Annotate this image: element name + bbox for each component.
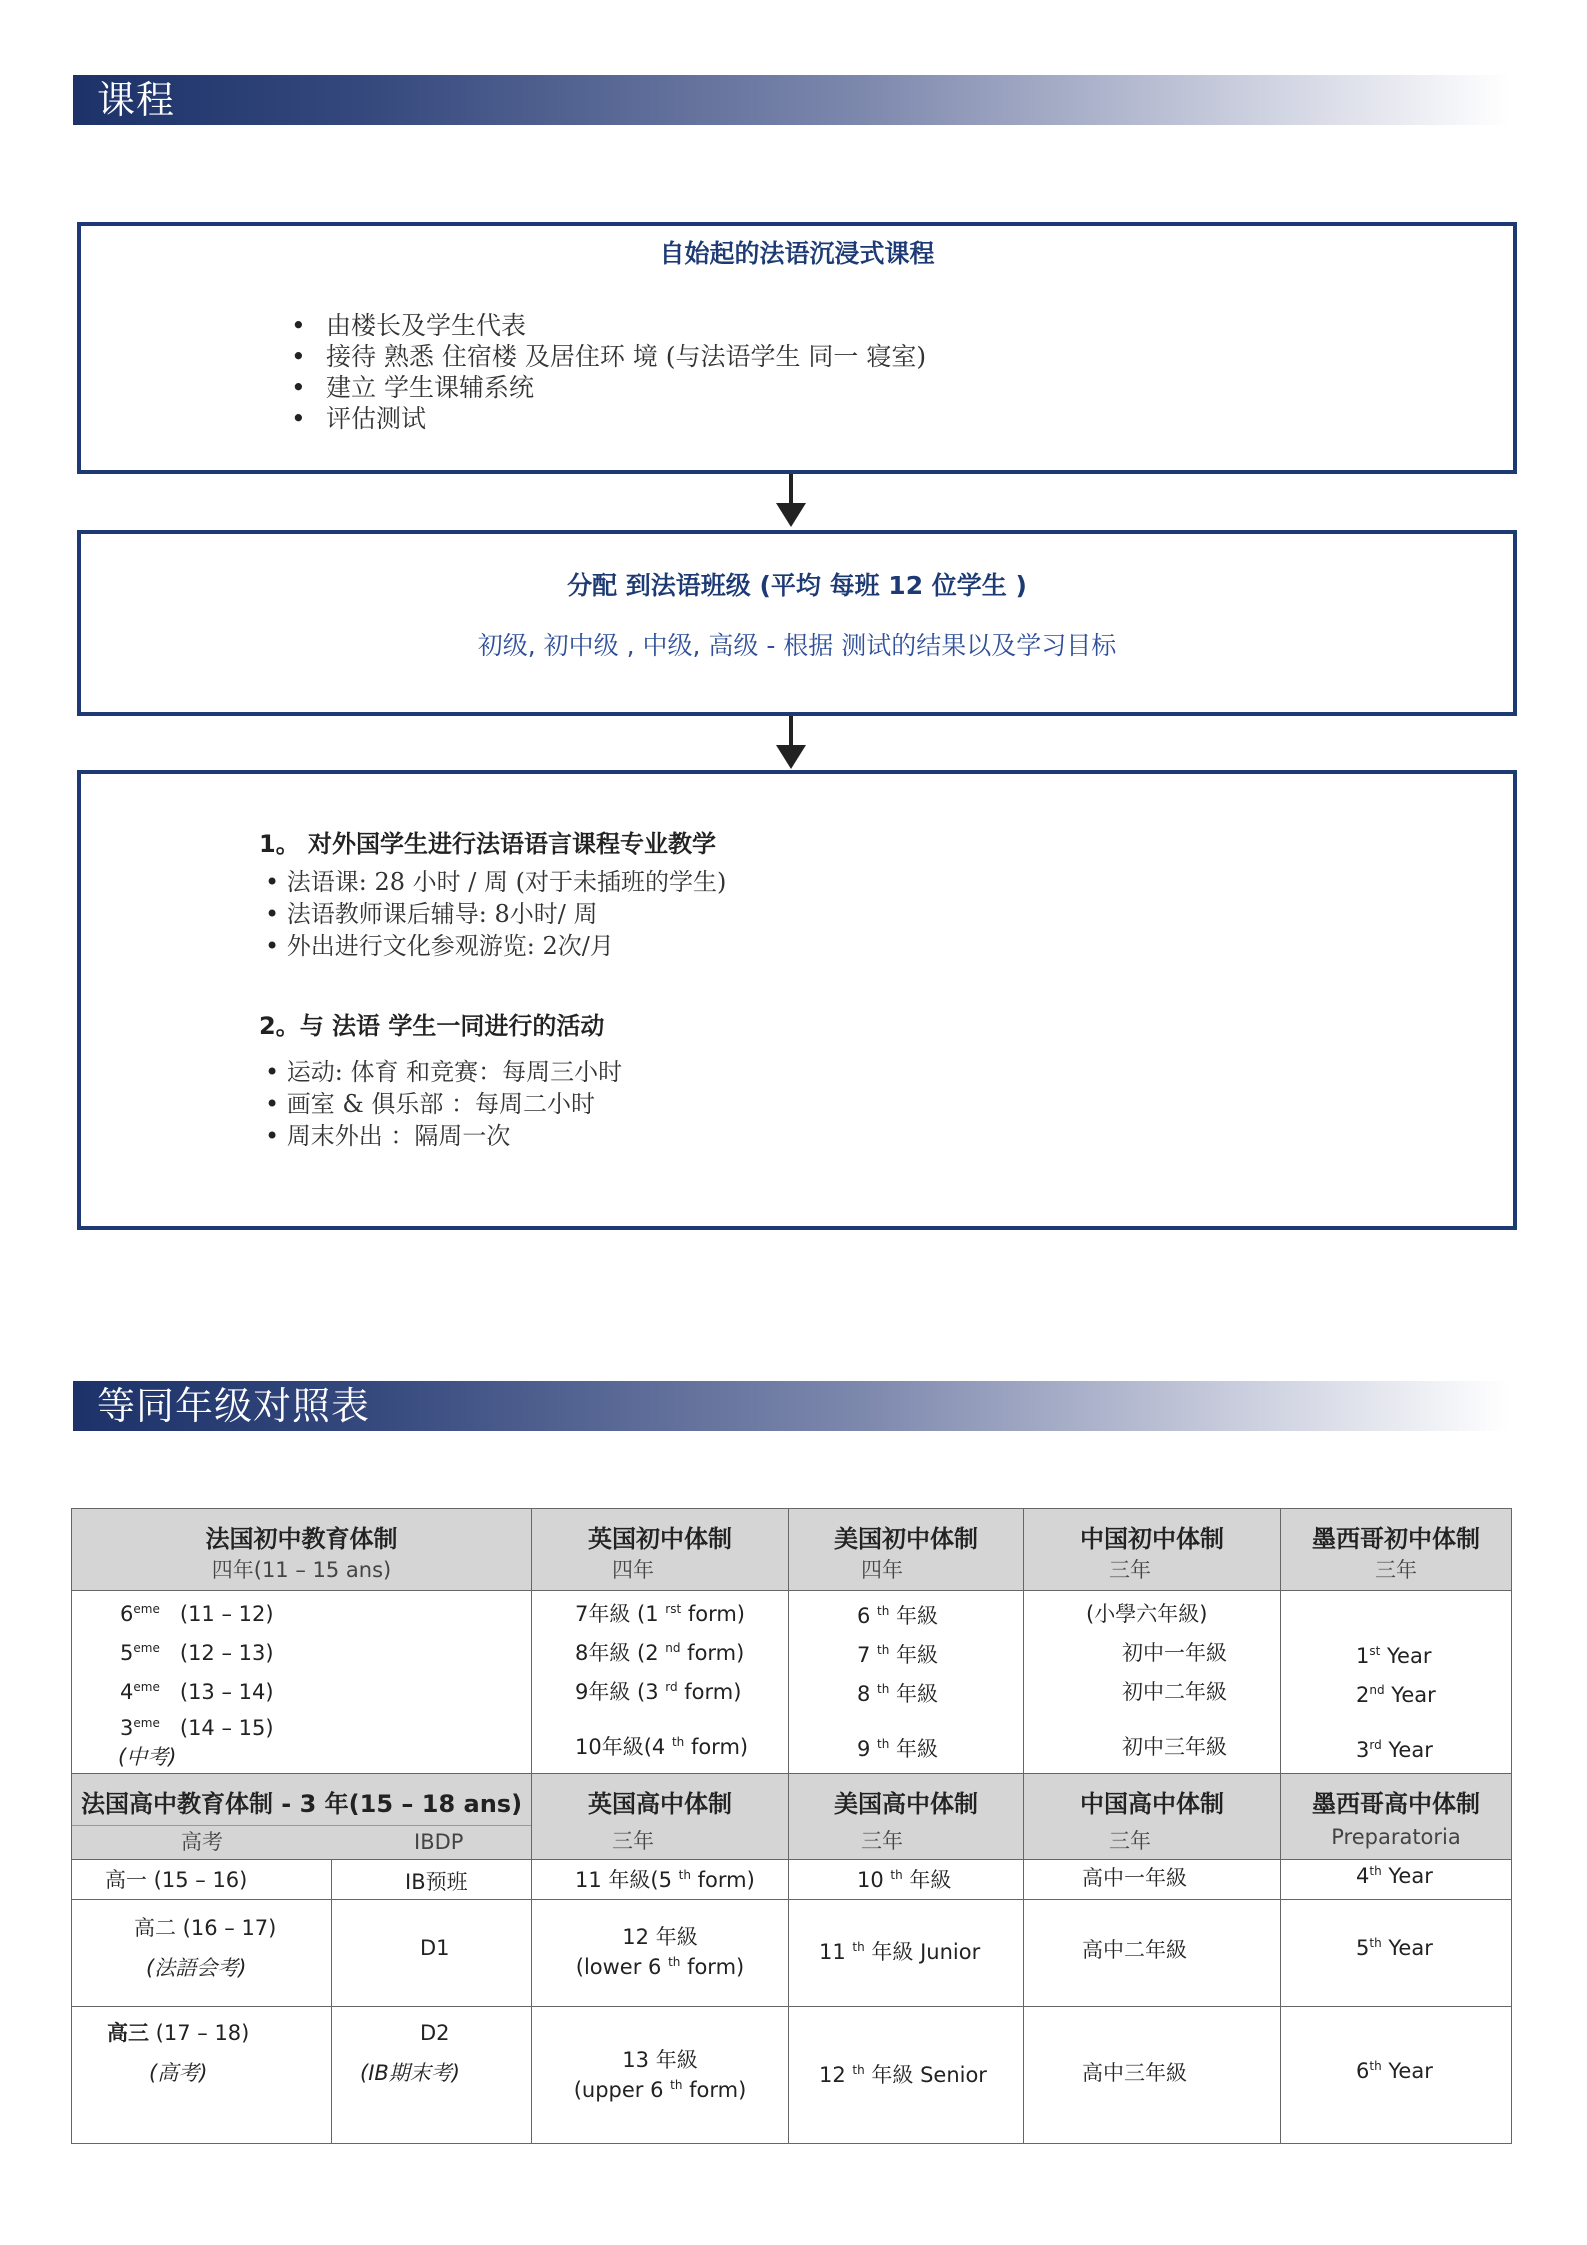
header-title: 中国初中体制 [1080,1525,1224,1553]
list-item: • 运动: 体育 和竞赛：每周三小时 [265,1056,622,1088]
header-mx-high [1281,1774,1512,1860]
list-item: 7年級 (1 $^{rst}$ form) [575,1602,745,1626]
box-title: 分配 到法语班级 (平均 每班 12 位学生 ) [567,571,1027,600]
header-sub: 四年 [612,1558,654,1582]
cell-text: 高中二年級 [1082,1938,1187,1962]
cn-middle-grades [1024,1591,1281,1774]
header-us-high [789,1774,1024,1860]
header-sub: IBDP [414,1830,464,1854]
cell-text: 4th Year [1356,1864,1433,1888]
list-item: 初中二年級 [1122,1680,1227,1704]
list-item: 初中一年級 [1122,1641,1227,1665]
list-item: • 接待 熟悉 住宿楼 及居住环 境 (与法语学生 同一 寝室) [326,341,926,372]
uk-high-cell [532,1900,789,2007]
list-item: • 法语教师课后辅导: 8小时/ 周 [265,898,726,930]
ib-cell [332,2007,532,2144]
class-assignment-box [77,530,1517,716]
cell-text: 高二 (16 – 17) (法語会考) [134,1916,277,1980]
grade-comparison-table [71,1508,1512,2144]
cn-high-cell [1024,1900,1281,2007]
cn-high-cell [1024,2007,1281,2144]
list-item: 6 $^{th}$ 年級 [857,1604,939,1628]
header-sub: 四年 [861,1558,903,1582]
part2-list [265,1056,622,1152]
cell-text: 高中三年級 [1082,2061,1187,2085]
list-item: 7 $^{th}$ 年級 [857,1643,939,1667]
list-item: 8年級 (2 $^{nd}$ form) [575,1641,745,1665]
list-item: • 周末外出 ：隔周一次 [265,1120,622,1152]
section-banner-courses [73,75,1510,125]
part2-heading: 2。与 法语 学生一同进行的活动 [259,1012,605,1040]
flow-arrow-shaft [789,474,793,504]
header-mx-middle [1281,1509,1512,1591]
ib-cell [332,1900,532,2007]
header-us-middle [789,1509,1024,1591]
header-title: 美国初中体制 [834,1525,978,1553]
cell-text: 13 年級 (upper 6 $^{th}$ form) [573,2048,747,2102]
header-title: 墨西哥初中体制 [1312,1525,1480,1553]
section-title: 等同年级对照表 [97,1384,371,1428]
header-title: 墨西哥高中体制 [1312,1790,1480,1818]
header-cn-high [1024,1774,1281,1860]
header-title: 中国高中体制 [1080,1790,1224,1818]
list-item: 1st Year [1356,1644,1432,1668]
list-item: • 由楼长及学生代表 [326,310,926,341]
header-uk-high [532,1774,789,1860]
table-row [72,2007,1512,2144]
list-item: 10年級(4 $^{th}$ form) [575,1735,749,1759]
mx-high-cell [1281,1900,1512,2007]
header-fr-middle [72,1509,532,1591]
box-title: 自始起的法语沉浸式课程 [659,239,935,268]
uk-middle-grades [532,1591,789,1774]
list-item: 8 $^{th}$ 年級 [857,1682,939,1706]
section-banner-grade-table [73,1381,1510,1431]
list-item: • 法语课: 28 小时 / 周 (对于未插班的学生) [265,866,726,898]
mx-middle-grades [1281,1591,1512,1774]
us-middle-grades [789,1591,1024,1774]
list-item: • 外出进行文化参观游览: 2次/月 [265,930,726,962]
fr-high-cell [72,1860,332,1900]
list-item: 2nd Year [1356,1683,1436,1707]
flow-arrow-shaft [789,716,793,746]
cell-text: D1 [420,1936,450,1960]
cell-text: D2 (IB期末考) [360,2021,460,2085]
mx-high-cell [1281,1860,1512,1900]
header-uk-middle [532,1509,789,1591]
cell-text: 高一 (15 – 16) [105,1868,248,1892]
header-fr-high [72,1774,532,1860]
header-sub: 三年 [861,1829,903,1853]
cell-text: 12 年級 (lower 6 $^{th}$ form) [575,1925,745,1979]
header-title: 法国初中教育体制 [205,1525,398,1553]
header-title: 法国高中教育体制 - 3 年(15 – 18 ans) [80,1790,523,1818]
cell-text: 10 $^{th}$ 年級 [857,1868,952,1892]
cell-text: 高中一年級 [1082,1866,1187,1890]
list-item: 3rd Year [1356,1738,1433,1762]
immersion-course-box [77,222,1517,474]
table-row [72,1591,1512,1774]
list-item: 初中三年級 [1122,1735,1227,1759]
header-title: 英国高中体制 [588,1790,732,1818]
cell-text: 12 $^{th}$ 年級 Senior [819,2063,987,2087]
cn-high-cell [1024,1860,1281,1900]
list-item: 9 $^{th}$ 年級 [857,1737,939,1761]
cell-text: IB预班 [405,1870,468,1894]
us-high-cell [789,1900,1024,2007]
exam-note: (中考) [118,1745,177,1769]
list-item: (小學六年級) [1086,1602,1208,1626]
program-details-box [77,770,1517,1230]
header-sub: 高考 [181,1830,223,1854]
table-row [72,1860,1512,1900]
list-item: 6eme (11 – 12) [120,1602,274,1626]
fr-high-cell [72,1900,332,2007]
header-sub: 三年 [1109,1558,1151,1582]
header-title: 英国初中体制 [588,1525,732,1553]
list-item: • 建立 学生课辅系统 [326,372,926,403]
bullet-list [326,310,926,434]
header-sub: 三年 [1109,1829,1151,1853]
us-high-cell [789,2007,1024,2144]
list-item: 5eme (12 – 13) [120,1641,274,1665]
header-sub: Preparatoria [1331,1825,1461,1849]
table-header-row [72,1774,1512,1860]
header-sub: 四年(11 – 15 ans) [211,1558,392,1582]
cell-text: 高三 (17 – 18) (高考) [107,2021,250,2085]
section-title: 课程 [97,78,176,122]
level-description: 初级, 初中级 , 中级, 高级 - 根据 测试的结果以及学习目标 [477,631,1117,660]
part1-heading: 1。 对外国学生进行法语语言课程专业教学 [259,830,717,858]
list-item: 4eme (13 – 14) [120,1680,274,1704]
mx-high-cell [1281,2007,1512,2144]
table-header-row [72,1509,1512,1591]
cell-text: 6th Year [1356,2059,1433,2083]
uk-high-cell [532,2007,789,2144]
header-cn-middle [1024,1509,1281,1591]
list-item: • 评估测试 [326,403,926,434]
cell-text: 11 年級(5 $^{th}$ form) [575,1868,755,1892]
uk-high-cell [532,1860,789,1900]
cell-text: 5th Year [1356,1936,1433,1960]
arrow-down-icon [776,503,806,527]
header-sub: 三年 [1375,1558,1417,1582]
list-item: 3eme (14 – 15) [120,1716,274,1740]
fr-middle-grades [72,1591,532,1774]
part1-list [265,866,726,962]
cell-text: 11 $^{th}$ 年級 Junior [819,1940,981,1964]
arrow-down-icon [776,745,806,769]
fr-high-cell [72,2007,332,2144]
ib-cell [332,1860,532,1900]
header-title: 美国高中体制 [834,1790,978,1818]
list-item: 9年級 (3 $^{rd}$ form) [575,1680,742,1704]
header-sub: 三年 [612,1829,654,1853]
list-item: • 画室 & 俱乐部 ：每周二小时 [265,1088,622,1120]
us-high-cell [789,1860,1024,1900]
table-row [72,1900,1512,2007]
